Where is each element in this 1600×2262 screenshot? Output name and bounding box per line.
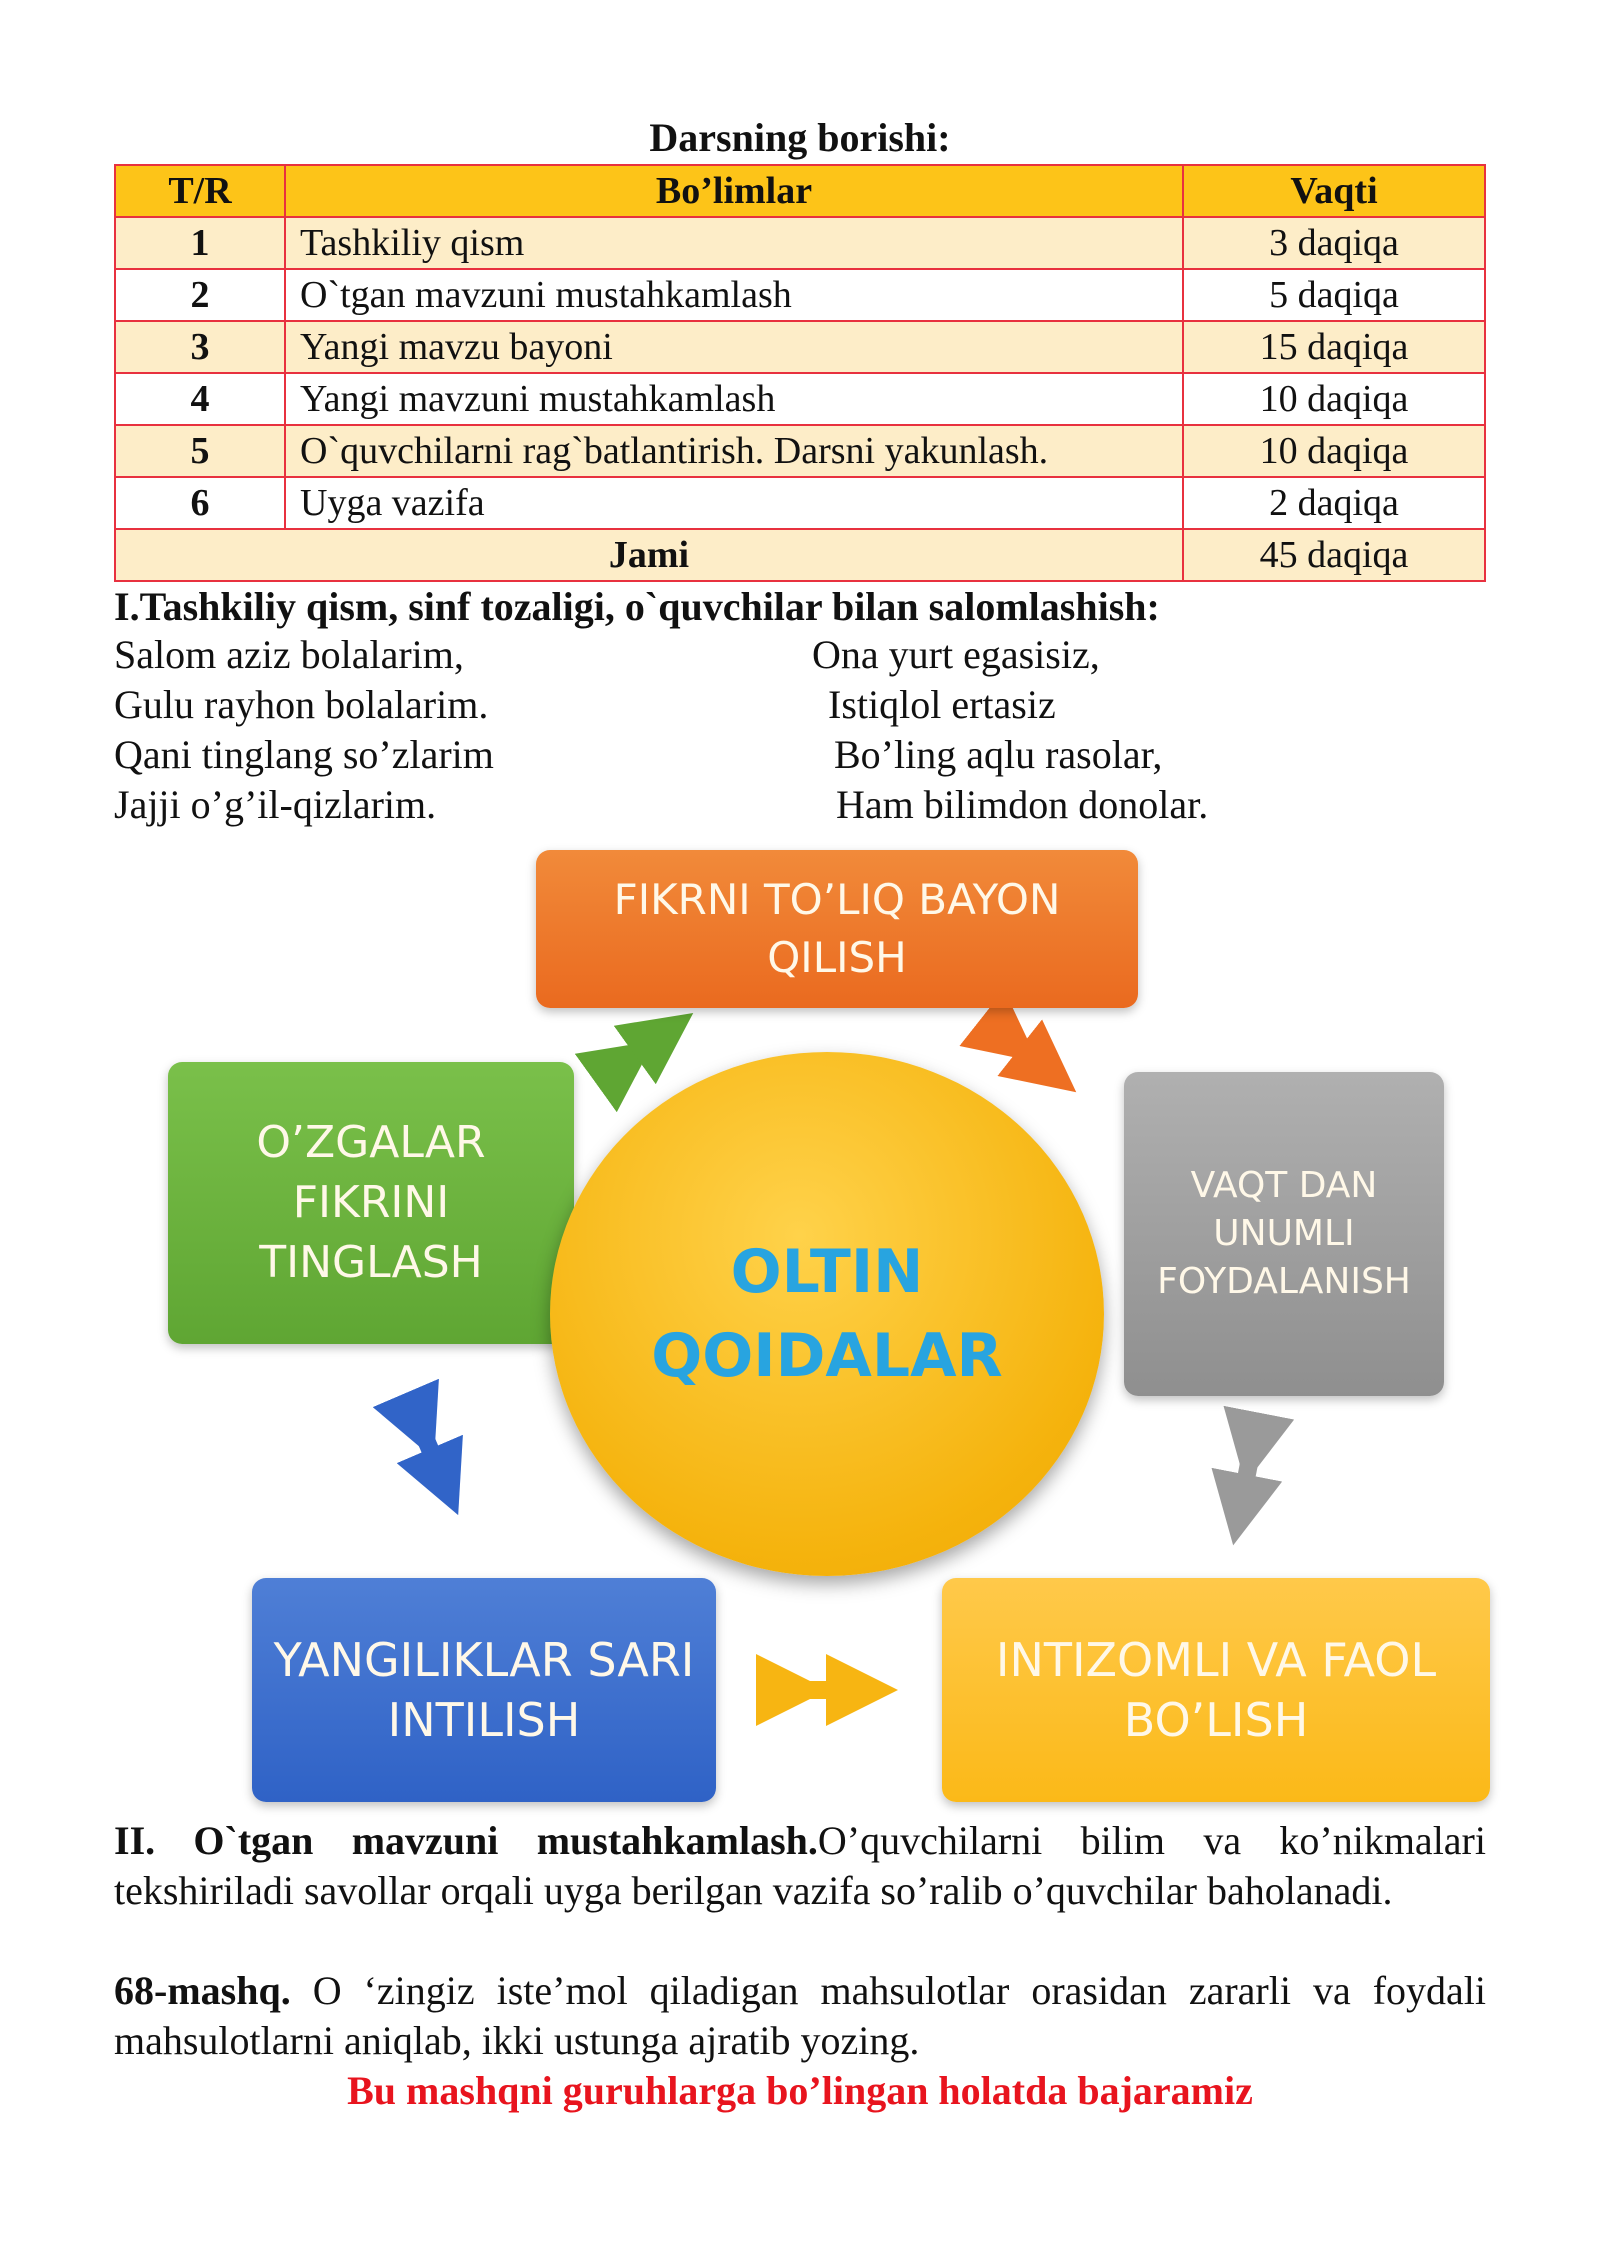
rule-text: INTIZOMLI VA FAOL [995, 1633, 1437, 1687]
row-number: 2 [115, 269, 285, 321]
rule-text: O’ZGALAR [256, 1117, 486, 1168]
row-time: 2 daqiqa [1183, 477, 1485, 529]
row-section: O`quvchilarni rag`batlantirish. Darsni yakunlash. [285, 425, 1183, 477]
poem-line: Bo’ling aqlu rasolar, [834, 732, 1163, 777]
table-total-row [115, 529, 1485, 581]
arrow-right-down [1240, 1448, 1252, 1510]
table-row [115, 217, 1485, 269]
rule-text: BO’LISH [1123, 1693, 1309, 1747]
center-text: QOIDALAR [651, 1321, 1003, 1391]
section2-text: O’quvchilarni bilim va ko’nikmalari tekshiriladi savollar orqali uyga berilgan vazifa so’ralib o’quvchilar baholanadi. [114, 1818, 1486, 1913]
row-section: Yangi mavzu bayoni [285, 321, 1183, 373]
row-time: 10 daqiqa [1183, 425, 1485, 477]
row-number: 4 [115, 373, 285, 425]
rule-box-right [1124, 1072, 1444, 1396]
arrow-top-left [625, 1034, 664, 1062]
row-section: O`tgan mavzuni mustahkamlash [285, 269, 1183, 321]
page-title: Darsning borishi: [649, 115, 951, 160]
table-row [115, 321, 1485, 373]
section2-paragraph [114, 1816, 1486, 1916]
rule-text: VAQT DAN [1190, 1165, 1378, 1206]
rule-text: FOYDALANISH [1157, 1261, 1411, 1302]
poem-line: Qani tinglang so’zlarim [114, 732, 494, 777]
row-number: 1 [115, 217, 285, 269]
table-header-row [115, 165, 1485, 217]
poem-right-column [812, 630, 1208, 830]
table-row [115, 425, 1485, 477]
poem-line: Istiqlol ertasiz [828, 682, 1056, 727]
row-section: Uyga vazifa [285, 477, 1183, 529]
table-row [115, 477, 1485, 529]
rule-box-bottom-right [942, 1578, 1490, 1802]
row-section: Tashkiliy qism [285, 217, 1183, 269]
header-time: Vaqti [1183, 165, 1485, 217]
poem-line: Salom aziz bolalarim, [114, 632, 464, 677]
rule-text: INTILISH [387, 1693, 581, 1747]
poem-line: Ona yurt egasisiz, [812, 632, 1100, 677]
group-work-note: Bu mashqni guruhlarga bo’lingan holatda bajaramiz [347, 2068, 1253, 2113]
rule-box-bottom-left [252, 1578, 716, 1802]
lesson-plan-table [114, 164, 1486, 582]
poem-line: Ham bilimdon donolar. [836, 782, 1209, 827]
row-time: 5 daqiqa [1183, 269, 1485, 321]
row-number: 3 [115, 321, 285, 373]
rule-text: YANGILIKLAR SARI [273, 1633, 695, 1687]
rule-text: TINGLASH [259, 1237, 483, 1288]
total-time: 45 daqiqa [1183, 529, 1485, 581]
rule-text: FIKRINI [292, 1177, 450, 1228]
header-sections: Bo’limlar [285, 165, 1183, 217]
poem-line: Jajji o’g’il-qizlarim. [114, 782, 437, 827]
arrow-top-right [1010, 1040, 1048, 1070]
rule-text: UNUMLI [1213, 1213, 1355, 1254]
exercise-text: O ‘zingiz iste’mol qiladigan mahsulotlar orasidan zararli va foydali mahsulotlarni aniqlab, ikki ustunga ajratib yozing. [114, 1968, 1486, 2063]
exercise-label: 68-mashq. [114, 1968, 291, 2013]
rule-box-left [168, 1062, 574, 1344]
row-number: 6 [115, 477, 285, 529]
row-time: 3 daqiqa [1183, 217, 1485, 269]
poem-line: Gulu rayhon bolalarim. [114, 682, 489, 727]
table-row [115, 373, 1485, 425]
arrow-left-down [420, 1426, 444, 1482]
section2-heading: II. O`tgan mavzuni mustahkamlash. [114, 1818, 818, 1863]
rule-text: QILISH [767, 933, 907, 982]
center-text: OLTIN [730, 1237, 924, 1307]
section1-heading: I.Tashkiliy qism, sinf tozaligi, o`quvchilar bilan salomlashish: [114, 584, 1160, 629]
exercise-paragraph [114, 1966, 1486, 2066]
header-tr: T/R [115, 165, 285, 217]
row-section: Yangi mavzuni mustahkamlash [285, 373, 1183, 425]
row-time: 15 daqiqa [1183, 321, 1485, 373]
rule-text: FIKRNI TO’LIQ BAYON [613, 875, 1061, 924]
total-label: Jami [115, 529, 1183, 581]
poem-left-column [114, 630, 494, 830]
table-row [115, 269, 1485, 321]
row-number: 5 [115, 425, 285, 477]
rule-box-top [536, 850, 1138, 1008]
row-time: 10 daqiqa [1183, 373, 1485, 425]
center-circle [550, 1052, 1104, 1576]
